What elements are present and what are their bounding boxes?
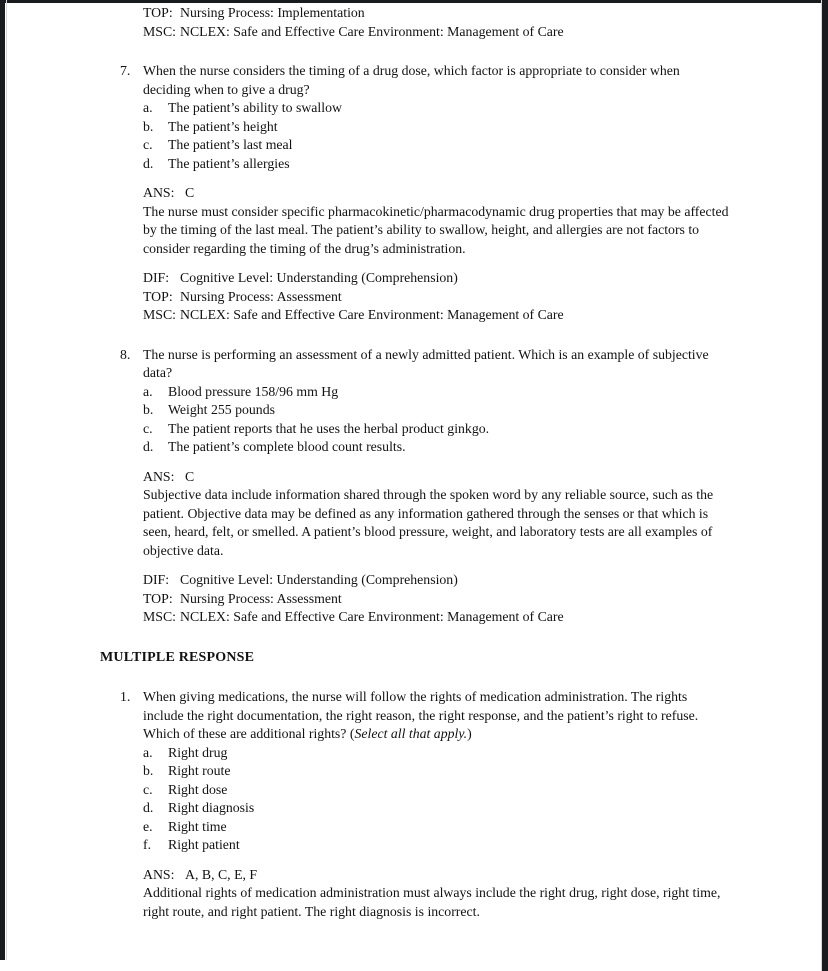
answer-label: ANS: <box>143 468 175 484</box>
options-list <box>143 383 780 457</box>
option-letter: a. <box>143 744 153 760</box>
option-letter: d. <box>143 800 154 815</box>
tag-label: DIF: <box>143 270 170 285</box>
option-text: The patient’s allergies <box>168 155 290 171</box>
answer-value: A, B, C, E, F <box>185 866 258 882</box>
answer-label: ANS: <box>143 866 175 882</box>
option-row <box>143 438 780 457</box>
option-letter: c. <box>143 781 153 797</box>
question-tags-block <box>143 4 780 41</box>
option-text: Blood pressure 158/96 mm Hg <box>168 383 339 399</box>
option-letter: f. <box>143 837 152 852</box>
option-text: The patient’s ability to swallow <box>168 100 342 115</box>
option-row <box>143 118 780 137</box>
option-text: Right diagnosis <box>168 800 255 815</box>
tag-text: NCLEX: Safe and Effective Care Environment: Management of Care <box>180 23 564 39</box>
question-number: 8. <box>120 346 131 362</box>
tag-text: Nursing Process: Assessment <box>180 288 342 304</box>
document-content <box>100 4 780 921</box>
option-letter: c. <box>143 420 153 436</box>
option-letter: c. <box>143 137 153 152</box>
option-letter: d. <box>143 155 154 171</box>
option-row <box>143 401 780 420</box>
rationale-text: Additional rights of medication administration must always include the right drug, right dose, right time, right route, and right patient. The right diagnosis is incorrect. <box>143 885 721 919</box>
question-block <box>120 62 780 325</box>
question-tags-block <box>143 269 780 325</box>
option-row <box>143 420 780 439</box>
tag-label: TOP: <box>143 5 173 20</box>
answer-value: C <box>185 468 195 484</box>
option-row <box>143 762 780 781</box>
options-list <box>143 744 780 855</box>
tag-line <box>143 608 780 627</box>
section-heading: MULTIPLE RESPONSE <box>100 649 255 665</box>
option-letter: a. <box>143 383 153 399</box>
option-letter: d. <box>143 439 154 454</box>
answer-line <box>143 866 780 885</box>
answer-label: ANS: <box>143 185 175 200</box>
document-page <box>100 4 780 921</box>
option-letter: a. <box>143 100 153 115</box>
option-letter: b. <box>143 763 154 778</box>
option-text: Right dose <box>168 781 228 797</box>
stem-segment: The nurse is performing an assessment of a newly admitted patient. Which is an example of subjective data? <box>143 346 709 380</box>
tag-label: MSC: <box>143 23 176 39</box>
tag-line <box>143 269 780 288</box>
option-text: The patient’s height <box>168 118 278 134</box>
tag-line <box>143 4 780 23</box>
tag-text: Cognitive Level: Understanding (Comprehension) <box>180 270 458 285</box>
option-text: Right route <box>168 763 231 778</box>
tag-text: Nursing Process: Implementation <box>180 5 365 20</box>
answer-value: C <box>185 185 195 200</box>
option-text: The patient’s last meal <box>168 137 293 152</box>
stem-segment: When the nurse considers the timing of a drug dose, which factor is appropriate to consider when deciding when to give a drug? <box>143 63 680 97</box>
question-head <box>120 62 780 99</box>
question-head <box>120 346 780 383</box>
tag-line <box>143 288 780 307</box>
tag-text: Nursing Process: Assessment <box>180 590 342 606</box>
tag-label: MSC: <box>143 609 176 624</box>
option-text: Right time <box>168 818 227 834</box>
question-stem <box>143 62 721 99</box>
question-block <box>120 346 780 627</box>
tag-line <box>143 590 780 609</box>
rationale-text: The nurse must consider specific pharmacokinetic/pharmacodynamic drug properties that may be affected by the timing of the last meal. The patient’s ability to swallow, height, and allergies are not factors to consider regarding the timing of the drug’s administration. <box>143 203 729 256</box>
question-number: 1. <box>120 689 131 704</box>
tag-text: NCLEX: Safe and Effective Care Environment: Management of Care <box>180 307 564 322</box>
question-tags-block <box>143 571 780 627</box>
tag-line <box>143 571 780 590</box>
option-letter: b. <box>143 118 154 134</box>
answer-block <box>143 468 780 561</box>
option-letter: b. <box>143 402 154 417</box>
option-text: The patient’s complete blood count results. <box>168 439 406 454</box>
option-row <box>143 781 780 800</box>
option-text: The patient reports that he uses the herbal product ginkgo. <box>168 420 490 436</box>
option-letter: e. <box>143 818 153 834</box>
option-row <box>143 155 780 174</box>
option-row <box>143 836 780 855</box>
tag-line <box>143 23 780 42</box>
stem-segment: When giving medications, the nurse will follow the rights of medication administration. The rights include the right documentation, the right reason, the right response, and the patient’s right to refuse. Which of these are additional rights? ( <box>143 689 699 741</box>
tag-label: TOP: <box>143 288 173 304</box>
tag-text: NCLEX: Safe and Effective Care Environment: Management of Care <box>180 609 564 624</box>
option-text: Weight 255 pounds <box>168 402 275 417</box>
option-row <box>143 744 780 763</box>
tag-label: TOP: <box>143 590 173 606</box>
option-row <box>143 799 780 818</box>
tag-text: Cognitive Level: Understanding (Comprehension) <box>180 572 458 587</box>
screen-edge-left-bar <box>0 0 5 960</box>
option-text: Right drug <box>168 744 228 760</box>
question-stem <box>143 688 721 744</box>
answer-block <box>143 866 780 922</box>
answer-line <box>143 468 780 487</box>
tag-label: MSC: <box>143 307 176 322</box>
page-left-hairline <box>6 0 7 960</box>
option-row <box>143 99 780 118</box>
options-list <box>143 99 780 173</box>
page-right-hairline <box>821 0 822 971</box>
option-row <box>143 818 780 837</box>
question-stem <box>143 346 721 383</box>
option-row <box>143 136 780 155</box>
question-block <box>120 688 780 921</box>
question-head <box>120 688 780 744</box>
tag-line <box>143 306 780 325</box>
screen-edge-top-bar <box>0 0 828 3</box>
stem-italic-segment: Select all that apply. <box>354 726 468 741</box>
stem-segment: ) <box>467 726 472 741</box>
tag-label: DIF: <box>143 572 170 587</box>
answer-line <box>143 184 780 203</box>
option-text: Right patient <box>168 837 240 852</box>
question-number: 7. <box>120 63 131 78</box>
rationale-text: Subjective data include information shared through the spoken word by any reliable source, such as the patient. Objective data may be defined as any information gathered through the senses or that which is seen, heard, felt, or smelled. A patient’s blood pressure, weight, and laboratory tests are all examples of objective data. <box>143 487 714 558</box>
screen-edge-right-bar <box>822 0 828 971</box>
option-row <box>143 383 780 402</box>
answer-block <box>143 184 780 258</box>
